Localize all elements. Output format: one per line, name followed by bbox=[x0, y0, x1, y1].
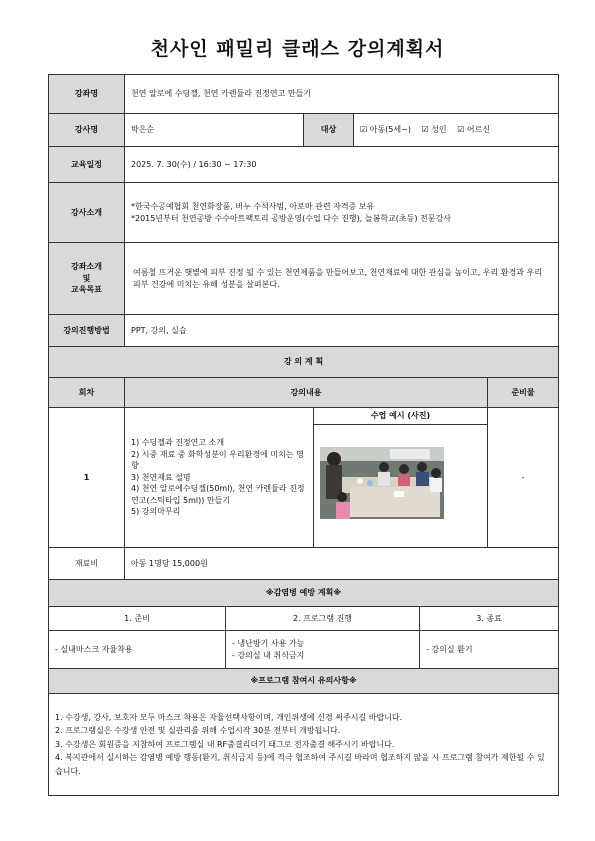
lecture-item: 2) 시중 재료 중 화학성분이 우리환경에 미치는 영향 bbox=[131, 449, 304, 471]
photo-caption: 수업 예시 (사진) bbox=[314, 408, 487, 425]
class-photo-cell bbox=[314, 408, 488, 548]
notes-title: ※프로그램 참여시 유의사항※ bbox=[49, 669, 559, 694]
material-fee-value: 아동 1명당 15,000원 bbox=[125, 548, 559, 580]
lecture-item: 3) 천연재료 설명 bbox=[131, 472, 191, 482]
instructor-intro-label: 강사소개 bbox=[49, 183, 125, 243]
notes-list bbox=[49, 694, 559, 796]
session-column-header: 회차 bbox=[49, 378, 125, 408]
goal-value: 여름철 뜨거운 햇볕에 피부 진정 될 수 있는 천연제품을 만들어보고, 천연재료에 대한 관심을 높이고, 우리 환경과 우리 피부 건강에 미치는 유해 성분을 살펴본다. bbox=[125, 243, 559, 315]
instructor-label: 강사명 bbox=[49, 114, 125, 147]
lecture-plan-table bbox=[48, 74, 559, 796]
course-name-value: 천연 알로에 수딩젤, 천연 카렌듈라 진정연고 만들기 bbox=[125, 75, 559, 114]
prevention-progress-text bbox=[226, 631, 420, 669]
instructor-value: 박은순 bbox=[125, 114, 304, 147]
content-column-header: 강의내용 bbox=[125, 378, 488, 408]
plan-section-title: 강 의 계 획 bbox=[49, 347, 559, 378]
session-number: 1 bbox=[49, 408, 125, 548]
course-name-label: 강좌명 bbox=[49, 75, 125, 114]
goal-label bbox=[49, 243, 125, 315]
note-item: 1. 수강생, 강사, 보호자 모두 마스크 착용은 자율선택사항이며, 개인위생에 신경 써주시길 바랍니다. bbox=[55, 712, 403, 722]
target-adult-checkbox: ☑ 성인 bbox=[421, 125, 447, 135]
material-fee-label: 재료비 bbox=[49, 548, 125, 580]
prevention-progress-line: - 강의실 내 취식금지 bbox=[232, 650, 305, 660]
note-item: 3. 수강생은 회원증을 지참하여 프로그램실 내 RF출결리더기 태그로 전자출결 해주시기 바랍니다. bbox=[55, 739, 395, 749]
prevention-step-progress: 2. 프로그램 진행 bbox=[226, 607, 420, 631]
prevention-step-prepare: 1. 준비 bbox=[49, 607, 226, 631]
prevention-end-text: - 강의실 환기 bbox=[420, 631, 559, 669]
target-child-checkbox: ☑ 아동(5세~) bbox=[360, 125, 411, 135]
goal-label-line: 강좌소개 bbox=[71, 262, 102, 272]
prep-value: - bbox=[488, 408, 559, 548]
target-label: 대상 bbox=[304, 114, 354, 147]
lecture-item: 1) 수딩젤과 진정연고 소개 bbox=[131, 437, 225, 447]
prevention-progress-line: - 냉난방기 사용 가능 bbox=[232, 638, 305, 648]
intro-line: *2015년부터 천연공방 수수아트팩토리 공방운영(수업 다수 진행), 늘봄학교(초등) 전문강사 bbox=[131, 213, 451, 223]
method-label: 강의진행방법 bbox=[49, 315, 125, 347]
class-example-photo bbox=[320, 447, 444, 519]
lecture-item: 4) 천연 알로에수딩젤(50ml), 천연 카렌듈라 진정연고(스틱타입 5ml)) 만들기 bbox=[131, 484, 305, 505]
lecture-item: 5) 강의마무리 bbox=[131, 507, 181, 517]
instructor-intro-value bbox=[125, 183, 559, 243]
schedule-value: 2025. 7. 30(수) / 16:30 ~ 17:30 bbox=[125, 147, 559, 183]
lecture-content-list bbox=[125, 408, 314, 548]
prevention-step-end: 3. 종료 bbox=[420, 607, 559, 631]
goal-label-line: 및 bbox=[82, 273, 91, 283]
class-photo-image bbox=[320, 447, 444, 519]
schedule-label: 교육일정 bbox=[49, 147, 125, 183]
prevention-title: ※감염병 예방 계획※ bbox=[49, 580, 559, 607]
page-title: 천사인 패밀리 클래스 강의계획서 bbox=[150, 38, 445, 60]
prep-column-header: 준비물 bbox=[488, 378, 559, 408]
note-item: 4. 복지관에서 실시하는 감염병 예방 행동(환기, 취식금지 등)에 적극 협조하여 주시길 바라며 협조하지 않을 시 프로그램 참여가 제한될 수 있습니다. bbox=[55, 753, 545, 776]
target-checkboxes bbox=[354, 114, 559, 147]
target-senior-checkbox: ☑ 어르신 bbox=[457, 125, 491, 135]
goal-label-line: 교육목표 bbox=[71, 285, 102, 295]
intro-line: *한국수공예협회 천연화장품, 비누 수석사범, 아로마 관련 자격증 보유 bbox=[131, 201, 375, 211]
prevention-prepare-text: - 실내마스크 자율착용 bbox=[49, 631, 226, 669]
note-item: 2. 프로그램실은 수강생 안전 및 실관리를 위해 수업시작 30분 전부터 개방됩니다. bbox=[55, 726, 341, 736]
method-value: PPT, 강의, 실습 bbox=[125, 315, 559, 347]
